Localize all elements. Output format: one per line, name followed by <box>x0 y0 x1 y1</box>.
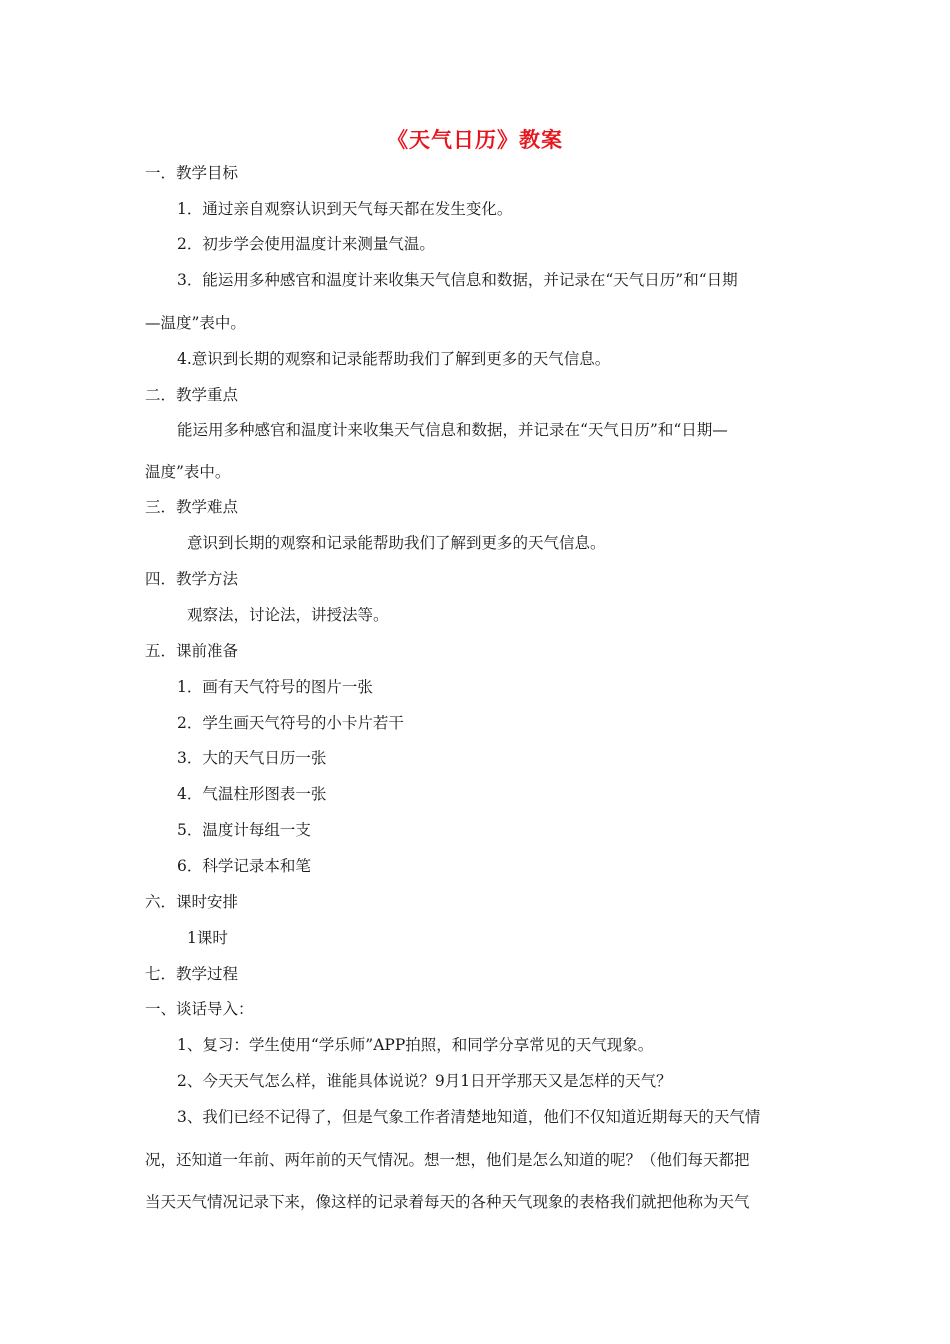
process-item-continued: 况，还知道一年前、两年前的天气情况。想一想，他们是怎么知道的呢？（他们每天都把 <box>145 1151 750 1169</box>
preparation-item: 4．气温柱形图表一张 <box>177 785 327 803</box>
process-subheading: 一、谈话导入： <box>145 1000 254 1018</box>
key-points-text-continued: 温度”表中。 <box>145 463 231 481</box>
methods-text: 观察法，讨论法，讲授法等。 <box>187 606 389 624</box>
objective-item: 4.意识到长期的观察和记录能帮助我们了解到更多的天气信息。 <box>177 350 611 368</box>
section-heading-difficulties: 三．教学难点 <box>145 498 239 516</box>
section-heading-process: 七．教学过程 <box>145 965 239 983</box>
preparation-item: 1．画有天气符号的图片一张 <box>177 678 373 696</box>
preparation-item: 2．学生画天气符号的小卡片若干 <box>177 714 404 732</box>
objective-item-continued: —温度”表中。 <box>145 314 246 332</box>
process-item: 1、复习：学生使用“学乐师”APP拍照，和同学分享常见的天气现象。 <box>177 1036 654 1054</box>
page-title: 《天气日历》教案 <box>387 128 563 152</box>
preparation-item: 6．科学记录本和笔 <box>177 857 311 875</box>
objective-item: 1．通过亲自观察认识到天气每天都在发生变化。 <box>177 200 513 218</box>
section-heading-key-points: 二．教学重点 <box>145 386 239 404</box>
section-heading-objectives: 一．教学目标 <box>145 164 239 182</box>
schedule-text: 1课时 <box>187 929 228 947</box>
objective-item: 3．能运用多种感官和温度计来收集天气信息和数据，并记录在“天气日历”和“日期 <box>177 271 738 289</box>
section-heading-schedule: 六．课时安排 <box>145 893 239 911</box>
key-points-text: 能运用多种感官和温度计来收集天气信息和数据，并记录在“天气日历”和“日期— <box>177 421 728 439</box>
objective-item: 2．初步学会使用温度计来测量气温。 <box>177 235 435 253</box>
difficulties-text: 意识到长期的观察和记录能帮助我们了解到更多的天气信息。 <box>187 534 606 552</box>
section-heading-methods: 四．教学方法 <box>145 570 239 588</box>
preparation-item: 5．温度计每组一支 <box>177 821 311 839</box>
process-item: 2、今天天气怎么样，谁能具体说说？9月1日开学那天又是怎样的天气？ <box>177 1072 672 1090</box>
process-item: 3、我们已经不记得了，但是气象工作者清楚地知道，他们不仅知道近期每天的天气情 <box>177 1108 761 1126</box>
section-heading-preparation: 五．课前准备 <box>145 642 239 660</box>
process-item-continued: 当天天气情况记录下来，像这样的记录着每天的各种天气现象的表格我们就把他称为天气 <box>145 1193 750 1211</box>
preparation-item: 3．大的天气日历一张 <box>177 749 327 767</box>
